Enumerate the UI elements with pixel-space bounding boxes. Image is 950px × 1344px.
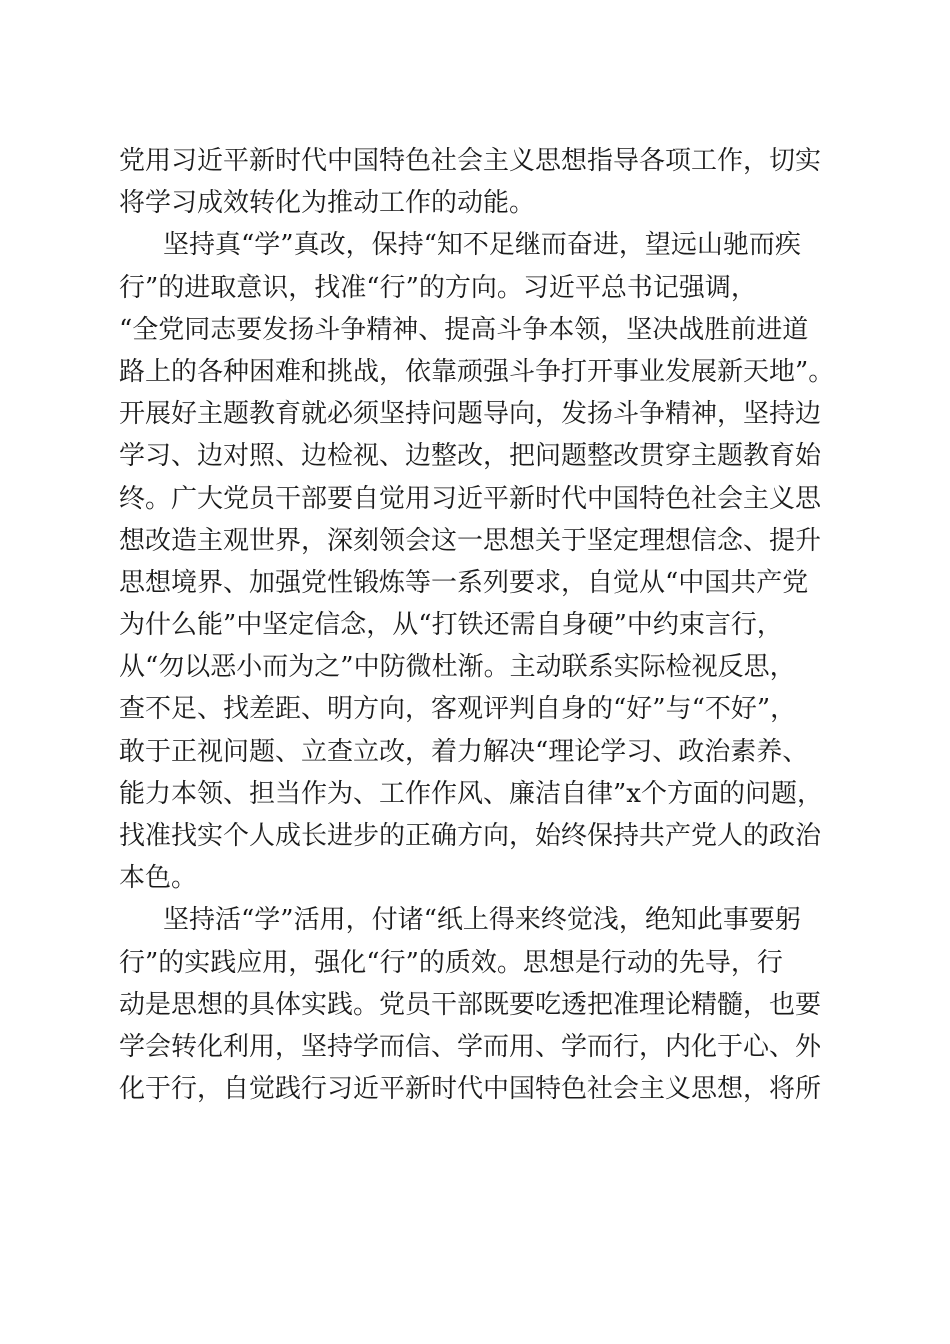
text-line: 思想境界、加强党性锻炼等一系列要求，自觉从“中国共产党 — [119, 567, 809, 598]
text-line: 为什么能”中坚定信念，从“打铁还需自身硬”中约束言行， — [119, 610, 783, 641]
body-text — [119, 140, 839, 1110]
text-line: 查不足、找差距、明方向，客观评判自身的“好”与“不好”， — [119, 694, 797, 725]
text-line: 学习、边对照、边检视、边整改，把问题整改贯穿主题教育始 — [119, 441, 822, 472]
text-line: 化于行，自觉践行习近平新时代中国特色社会主义思想，将所 — [119, 1074, 822, 1105]
text-line: 想改造主观世界，深刻领会这一思想关于坚定理想信念、提升 — [119, 525, 822, 556]
text-line: 本色。 — [119, 863, 198, 894]
text-line: 路上的各种困难和挑战，依靠顽强斗争打开事业发展新天地”。 — [119, 356, 835, 387]
text-line: 党用习近平新时代中国特色社会主义思想指导各项工作，切实 — [119, 146, 822, 176]
text-line: 找准找实个人成长进步的正确方向，始终保持共产党人的政治 — [119, 821, 822, 851]
text-line: 学会转化利用，坚持学而信、学而用、学而行，内化于心、外 — [119, 1031, 822, 1062]
text-line: 从“勿以恶小而为之”中防微杜渐。主动联系实际检视反思， — [119, 652, 796, 683]
text-line: 开展好主题教育就必须坚持问题导向，发扬斗争精神，坚持边 — [119, 399, 822, 430]
paragraph-start-line: 坚持活“学”活用，付诸“纸上得来终觉浅，绝知此事要躬 — [163, 905, 801, 936]
text-line: 敢于正视问题、立查立改，着力解决“理论学习、政治素养、 — [119, 736, 809, 767]
paragraph-start-line: 坚持真“学”真改，保持“知不足继而奋进，望远山驰而疾 — [163, 230, 801, 261]
text-line: 将学习成效转化为推动工作的动能。 — [119, 188, 536, 219]
text-line: 能力本领、担当作为、工作作风、廉洁自律”x个方面的问题， — [119, 778, 823, 809]
text-line: 动是思想的具体实践。党员干部既要吃透把准理论精髓，也要 — [119, 989, 822, 1020]
text-line: 行”的进取意识，找准“行”的方向。习近平总书记强调， — [119, 272, 757, 303]
text-line: 行”的实践应用，强化“行”的质效。思想是行动的先导，行 — [119, 947, 783, 978]
text-line: “全党同志要发扬斗争精神、提高斗争本领，坚决战胜前进道 — [119, 314, 809, 345]
text-line: 终。广大党员干部要自觉用习近平新时代中国特色社会主义思 — [119, 483, 822, 514]
